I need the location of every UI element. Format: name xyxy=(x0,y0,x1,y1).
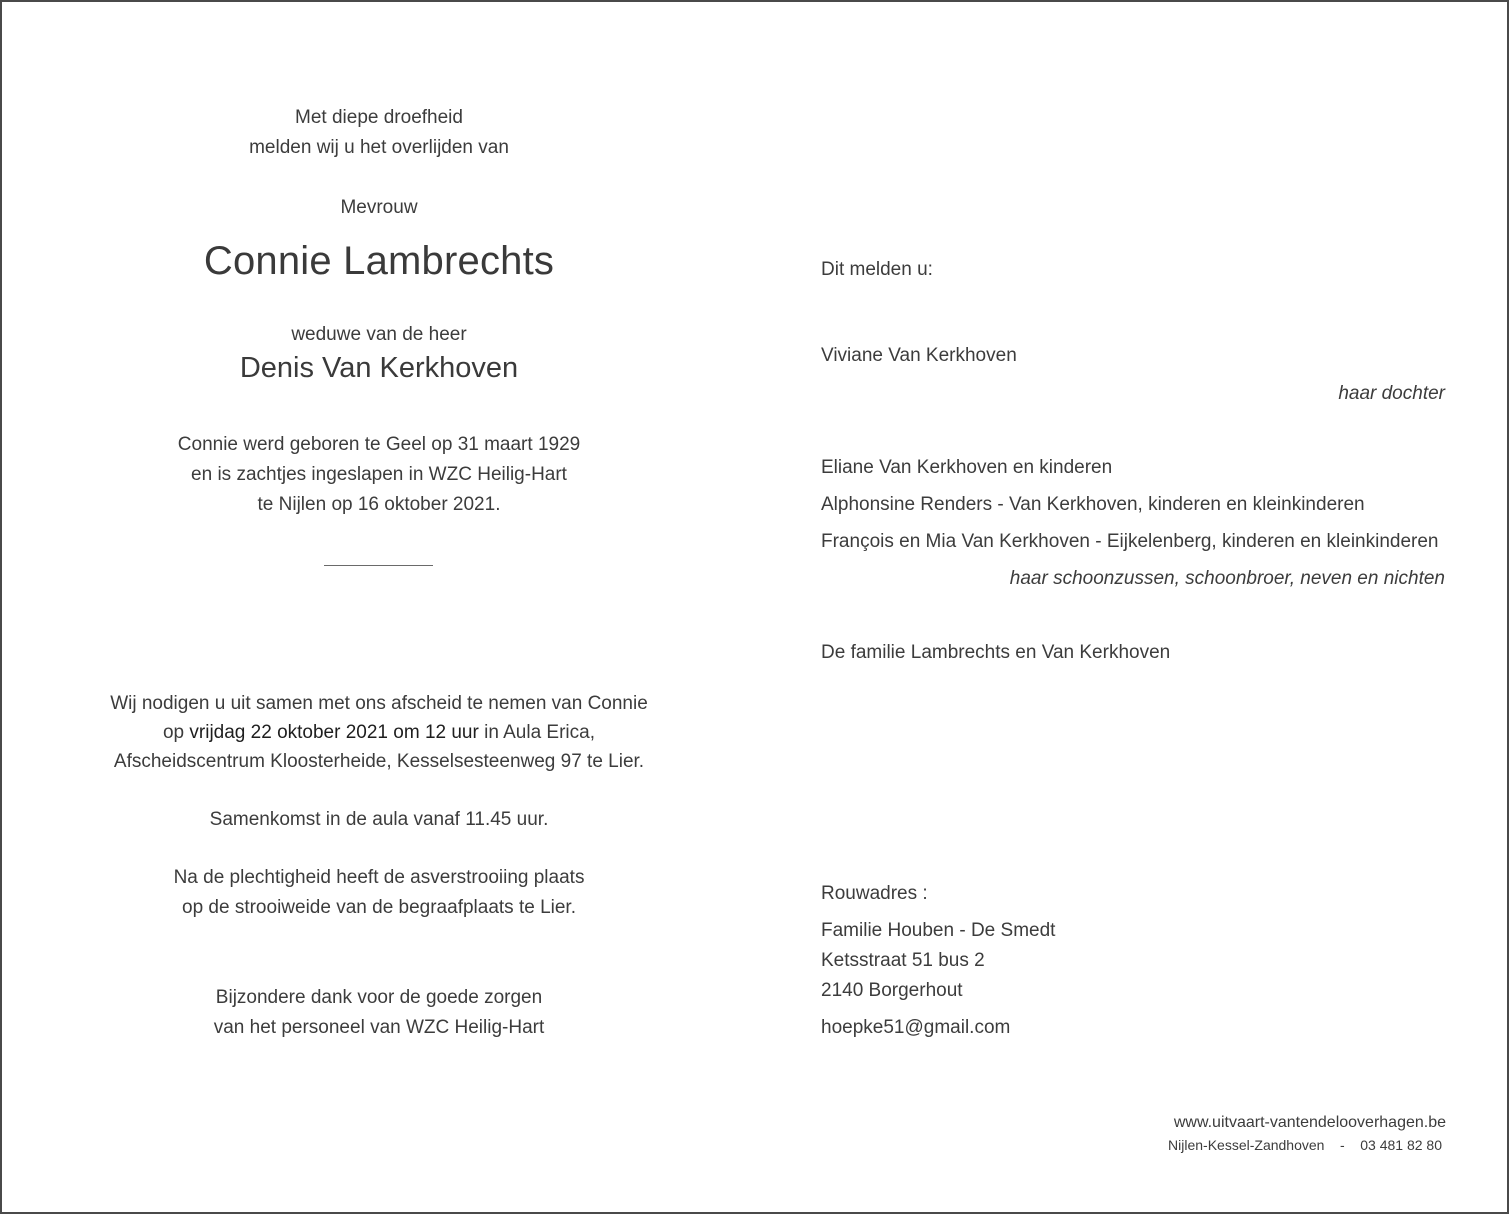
funeral-home-contact xyxy=(1168,1136,1442,1154)
bio-line-1: Connie werd geboren te Geel op 31 maart 1929 xyxy=(177,434,581,455)
address-name: Familie Houben - De Smedt xyxy=(821,920,1056,941)
funeral-date-time: vrijdag 22 oktober 2021 om 12 uur xyxy=(189,722,479,743)
relative-1: Eliane Van Kerkhoven en kinderen xyxy=(821,457,1113,478)
scatter-line-1: Na de plechtigheid heeft de asverstrooiing plaats xyxy=(173,867,585,888)
daughter-role: haar dochter xyxy=(1338,383,1445,404)
divider-line xyxy=(324,565,433,566)
address-street: Ketsstraat 51 bus 2 xyxy=(821,950,985,971)
funeral-home-locations: Nijlen-Kessel-Zandhoven xyxy=(1168,1137,1325,1153)
footer-separator: - xyxy=(1340,1137,1345,1153)
address-city: 2140 Borgerhout xyxy=(821,980,963,1001)
bio-line-3: te Nijlen op 16 oktober 2021. xyxy=(257,494,501,515)
salutation: Mevrouw xyxy=(340,197,418,218)
gathering-time: Samenkomst in de aula vanaf 11.45 uur. xyxy=(209,809,549,830)
invite-line-1: Wij nodigen u uit samen met ons afscheid te nemen van Connie xyxy=(110,693,648,714)
funeral-home-phone: 03 481 82 80 xyxy=(1360,1137,1442,1153)
intro-line-2: melden wij u het overlijden van xyxy=(249,137,509,158)
thanks-line-2: van het personeel van WZC Heilig-Hart xyxy=(213,1017,545,1038)
invite-line-2 xyxy=(163,721,595,745)
invite-line-3: Afscheidscentrum Kloosterheide, Kesselsesteenweg 97 te Lier. xyxy=(113,751,645,772)
invite-line-2-post: in Aula Erica, xyxy=(484,722,596,743)
family-names: De familie Lambrechts en Van Kerkhoven xyxy=(821,642,1171,663)
bio-line-2: en is zachtjes ingeslapen in WZC Heilig-Hart xyxy=(191,464,567,485)
daughter-name: Viviane Van Kerkhoven xyxy=(821,345,1017,366)
announce-heading: Dit melden u: xyxy=(821,259,933,280)
intro-line-1: Met diepe droefheid xyxy=(295,107,463,128)
address-email[interactable]: hoepke51@gmail.com xyxy=(821,1017,1011,1038)
relative-2: Alphonsine Renders - Van Kerkhoven, kinderen en kleinkinderen xyxy=(821,494,1365,515)
invite-line-2-pre: op xyxy=(162,722,185,743)
scatter-line-2: op de strooiweide van de begraafplaats te Lier. xyxy=(182,897,576,918)
relative-3: François en Mia Van Kerkhoven - Eijkelenberg, kinderen en kleinkinderen xyxy=(821,531,1439,552)
thanks-line-1: Bijzondere dank voor de goede zorgen xyxy=(215,987,543,1008)
relatives-role: haar schoonzussen, schoonbroer, neven en nichten xyxy=(1009,568,1445,589)
address-label: Rouwadres : xyxy=(821,883,928,904)
funeral-home-website[interactable]: www.uitvaart-vantendelooverhagen.be xyxy=(1173,1114,1446,1131)
spouse-name: Denis Van Kerkhoven xyxy=(239,352,519,384)
widow-of: weduwe van de heer xyxy=(291,324,467,345)
deceased-name: Connie Lambrechts xyxy=(203,239,555,283)
